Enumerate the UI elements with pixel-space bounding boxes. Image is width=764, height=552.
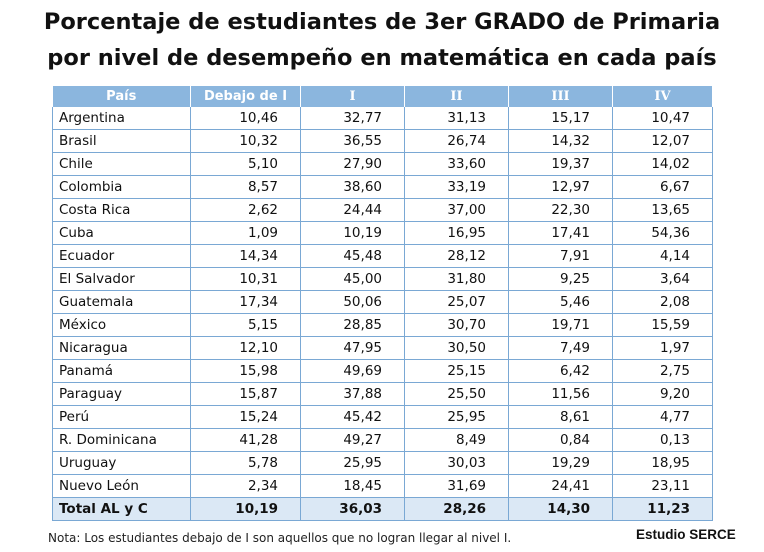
total-label-cell: Total AL y C [53, 498, 191, 521]
performance-table-container [52, 86, 712, 521]
country-cell: El Salvador [53, 268, 191, 291]
value-cell: 36,55 [301, 130, 405, 153]
value-cell: 10,31 [191, 268, 301, 291]
value-cell: 32,77 [301, 107, 405, 130]
country-cell: Nicaragua [53, 337, 191, 360]
value-cell: 45,42 [301, 406, 405, 429]
value-cell: 45,48 [301, 245, 405, 268]
value-cell: 2,08 [613, 291, 713, 314]
value-cell: 14,02 [613, 153, 713, 176]
value-cell: 54,36 [613, 222, 713, 245]
value-cell: 14,32 [509, 130, 613, 153]
value-cell: 5,46 [509, 291, 613, 314]
value-cell: 49,27 [301, 429, 405, 452]
value-cell: 28,85 [301, 314, 405, 337]
value-cell: 2,34 [191, 475, 301, 498]
value-cell: 49,69 [301, 360, 405, 383]
value-cell: 12,97 [509, 176, 613, 199]
value-cell: 15,24 [191, 406, 301, 429]
value-cell: 18,45 [301, 475, 405, 498]
country-cell: R. Dominicana [53, 429, 191, 452]
value-cell: 25,07 [405, 291, 509, 314]
table-row [53, 383, 713, 406]
header-level-ii: II [405, 86, 509, 107]
value-cell: 19,29 [509, 452, 613, 475]
value-cell: 10,19 [301, 222, 405, 245]
value-cell: 15,17 [509, 107, 613, 130]
country-cell: Guatemala [53, 291, 191, 314]
value-cell: 3,64 [613, 268, 713, 291]
total-value-cell: 14,30 [509, 498, 613, 521]
value-cell: 8,57 [191, 176, 301, 199]
footnote: Nota: Los estudiantes debajo de I son aquellos que no logran llegar al nivel I. [48, 531, 512, 545]
table-row [53, 406, 713, 429]
table-row [53, 475, 713, 498]
value-cell: 17,34 [191, 291, 301, 314]
total-value-cell: 10,19 [191, 498, 301, 521]
value-cell: 17,41 [509, 222, 613, 245]
value-cell: 26,74 [405, 130, 509, 153]
header-pais: País [53, 86, 191, 107]
value-cell: 5,10 [191, 153, 301, 176]
header-level-iii: III [509, 86, 613, 107]
value-cell: 9,25 [509, 268, 613, 291]
value-cell: 25,95 [301, 452, 405, 475]
value-cell: 1,09 [191, 222, 301, 245]
country-cell: Colombia [53, 176, 191, 199]
value-cell: 8,61 [509, 406, 613, 429]
table-row [53, 268, 713, 291]
table-row [53, 429, 713, 452]
value-cell: 37,00 [405, 199, 509, 222]
value-cell: 37,88 [301, 383, 405, 406]
value-cell: 1,97 [613, 337, 713, 360]
value-cell: 45,00 [301, 268, 405, 291]
value-cell: 0,13 [613, 429, 713, 452]
value-cell: 6,42 [509, 360, 613, 383]
total-value-cell: 36,03 [301, 498, 405, 521]
country-cell: México [53, 314, 191, 337]
value-cell: 30,70 [405, 314, 509, 337]
value-cell: 33,60 [405, 153, 509, 176]
value-cell: 16,95 [405, 222, 509, 245]
value-cell: 25,15 [405, 360, 509, 383]
table-row [53, 199, 713, 222]
table-row [53, 176, 713, 199]
table-body [53, 107, 713, 521]
country-cell: Panamá [53, 360, 191, 383]
value-cell: 4,14 [613, 245, 713, 268]
value-cell: 24,41 [509, 475, 613, 498]
value-cell: 28,12 [405, 245, 509, 268]
value-cell: 31,69 [405, 475, 509, 498]
header-debajo-de-i: Debajo de I [191, 86, 301, 107]
value-cell: 8,49 [405, 429, 509, 452]
country-cell: Brasil [53, 130, 191, 153]
value-cell: 5,15 [191, 314, 301, 337]
header-level-iv: IV [613, 86, 713, 107]
value-cell: 15,59 [613, 314, 713, 337]
table-header-row [53, 86, 713, 107]
country-cell: Chile [53, 153, 191, 176]
value-cell: 12,10 [191, 337, 301, 360]
country-cell: Nuevo León [53, 475, 191, 498]
value-cell: 10,32 [191, 130, 301, 153]
table-row [53, 314, 713, 337]
value-cell: 41,28 [191, 429, 301, 452]
value-cell: 33,19 [405, 176, 509, 199]
value-cell: 27,90 [301, 153, 405, 176]
table-row [53, 337, 713, 360]
value-cell: 14,34 [191, 245, 301, 268]
value-cell: 7,49 [509, 337, 613, 360]
value-cell: 18,95 [613, 452, 713, 475]
value-cell: 9,20 [613, 383, 713, 406]
country-cell: Ecuador [53, 245, 191, 268]
value-cell: 47,95 [301, 337, 405, 360]
value-cell: 30,50 [405, 337, 509, 360]
table-row [53, 245, 713, 268]
table-total-row [53, 498, 713, 521]
page-title [0, 4, 764, 76]
country-cell: Costa Rica [53, 199, 191, 222]
performance-table [52, 86, 713, 521]
value-cell: 19,37 [509, 153, 613, 176]
value-cell: 12,07 [613, 130, 713, 153]
value-cell: 2,75 [613, 360, 713, 383]
value-cell: 31,13 [405, 107, 509, 130]
value-cell: 25,95 [405, 406, 509, 429]
title-line-2: por nivel de desempeño en matemática en cada país [47, 45, 717, 71]
table-row [53, 452, 713, 475]
table-row [53, 291, 713, 314]
value-cell: 10,47 [613, 107, 713, 130]
table-row [53, 153, 713, 176]
country-cell: Perú [53, 406, 191, 429]
value-cell: 19,71 [509, 314, 613, 337]
value-cell: 2,62 [191, 199, 301, 222]
value-cell: 25,50 [405, 383, 509, 406]
country-cell: Argentina [53, 107, 191, 130]
total-value-cell: 11,23 [613, 498, 713, 521]
table-row [53, 222, 713, 245]
table-row [53, 130, 713, 153]
value-cell: 13,65 [613, 199, 713, 222]
table-row [53, 107, 713, 130]
value-cell: 24,44 [301, 199, 405, 222]
total-value-cell: 28,26 [405, 498, 509, 521]
value-cell: 50,06 [301, 291, 405, 314]
country-cell: Uruguay [53, 452, 191, 475]
value-cell: 31,80 [405, 268, 509, 291]
value-cell: 11,56 [509, 383, 613, 406]
value-cell: 4,77 [613, 406, 713, 429]
value-cell: 15,98 [191, 360, 301, 383]
value-cell: 38,60 [301, 176, 405, 199]
header-level-i: I [301, 86, 405, 107]
value-cell: 0,84 [509, 429, 613, 452]
country-cell: Paraguay [53, 383, 191, 406]
value-cell: 15,87 [191, 383, 301, 406]
country-cell: Cuba [53, 222, 191, 245]
table-row [53, 360, 713, 383]
value-cell: 6,67 [613, 176, 713, 199]
value-cell: 7,91 [509, 245, 613, 268]
value-cell: 22,30 [509, 199, 613, 222]
source-label: Estudio SERCE [636, 527, 736, 542]
title-line-1: Porcentaje de estudiantes de 3er GRADO de Primaria [43, 9, 721, 35]
value-cell: 5,78 [191, 452, 301, 475]
value-cell: 10,46 [191, 107, 301, 130]
value-cell: 23,11 [613, 475, 713, 498]
value-cell: 30,03 [405, 452, 509, 475]
